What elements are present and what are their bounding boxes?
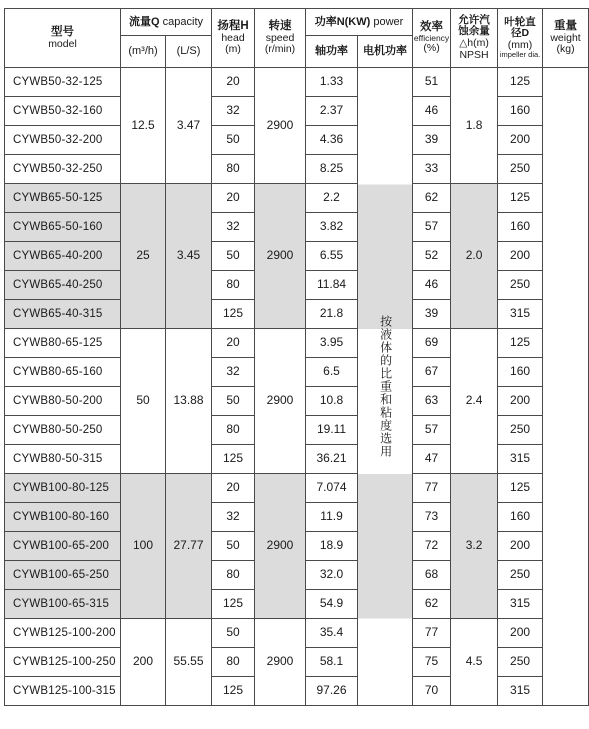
impeller-cell: 160 bbox=[498, 97, 543, 126]
weight-cell bbox=[543, 68, 589, 706]
model-cell: CYWB80-50-200 bbox=[5, 387, 121, 416]
table-row bbox=[5, 68, 589, 97]
speed-cell: 2900 bbox=[255, 329, 306, 474]
head-cell: 125 bbox=[212, 590, 255, 619]
speed-cell: 2900 bbox=[255, 619, 306, 706]
impeller-cell: 125 bbox=[498, 68, 543, 97]
header-head: 扬程H head (m) bbox=[212, 9, 255, 68]
efficiency-cell: 72 bbox=[413, 532, 451, 561]
efficiency-cell: 57 bbox=[413, 416, 451, 445]
npsh-cell: 2.0 bbox=[451, 184, 498, 329]
model-cell: CYWB50-32-125 bbox=[5, 68, 121, 97]
impeller-cell: 250 bbox=[498, 416, 543, 445]
table-row bbox=[5, 329, 589, 358]
shaft-power-cell: 58.1 bbox=[306, 648, 358, 677]
shaft-power-cell: 6.5 bbox=[306, 358, 358, 387]
model-cell: CYWB65-40-315 bbox=[5, 300, 121, 329]
model-cell: CYWB80-65-125 bbox=[5, 329, 121, 358]
model-cell: CYWB50-32-160 bbox=[5, 97, 121, 126]
motor-power-note: 按液体的比重和粘度选用 bbox=[378, 315, 393, 458]
flow-m3h-cell: 200 bbox=[121, 619, 166, 706]
impeller-cell: 125 bbox=[498, 184, 543, 213]
flow-ls-cell: 3.45 bbox=[166, 184, 212, 329]
efficiency-cell: 67 bbox=[413, 358, 451, 387]
shaft-power-cell: 11.9 bbox=[306, 503, 358, 532]
efficiency-cell: 47 bbox=[413, 445, 451, 474]
head-cell: 32 bbox=[212, 213, 255, 242]
efficiency-cell: 33 bbox=[413, 155, 451, 184]
impeller-cell: 200 bbox=[498, 126, 543, 155]
header-power: 功率N(KW) power bbox=[306, 9, 413, 36]
header-efficiency: 效率 efficiency (%) bbox=[413, 9, 451, 68]
spec-table-container bbox=[4, 8, 581, 706]
shaft-power-cell: 32.0 bbox=[306, 561, 358, 590]
shaft-power-cell: 35.4 bbox=[306, 619, 358, 648]
table-row bbox=[5, 474, 589, 503]
flow-ls-cell: 55.55 bbox=[166, 619, 212, 706]
model-cell: CYWB65-50-160 bbox=[5, 213, 121, 242]
flow-m3h-cell: 50 bbox=[121, 329, 166, 474]
efficiency-cell: 68 bbox=[413, 561, 451, 590]
impeller-cell: 160 bbox=[498, 358, 543, 387]
model-cell: CYWB100-65-315 bbox=[5, 590, 121, 619]
impeller-cell: 160 bbox=[498, 213, 543, 242]
head-cell: 32 bbox=[212, 97, 255, 126]
npsh-cell: 4.5 bbox=[451, 619, 498, 706]
impeller-cell: 200 bbox=[498, 387, 543, 416]
head-cell: 80 bbox=[212, 416, 255, 445]
efficiency-cell: 52 bbox=[413, 242, 451, 271]
efficiency-cell: 69 bbox=[413, 329, 451, 358]
model-cell: CYWB100-65-200 bbox=[5, 532, 121, 561]
shaft-power-cell: 10.8 bbox=[306, 387, 358, 416]
table-row bbox=[5, 619, 589, 648]
shaft-power-cell: 4.36 bbox=[306, 126, 358, 155]
efficiency-cell: 39 bbox=[413, 126, 451, 155]
shaft-power-cell: 6.55 bbox=[306, 242, 358, 271]
shaft-power-cell: 7.074 bbox=[306, 474, 358, 503]
speed-cell: 2900 bbox=[255, 68, 306, 184]
header-model: 型号 model bbox=[5, 9, 121, 68]
head-cell: 80 bbox=[212, 271, 255, 300]
model-cell: CYWB50-32-250 bbox=[5, 155, 121, 184]
head-cell: 50 bbox=[212, 242, 255, 271]
model-cell: CYWB50-32-200 bbox=[5, 126, 121, 155]
head-cell: 50 bbox=[212, 532, 255, 561]
impeller-cell: 250 bbox=[498, 561, 543, 590]
impeller-cell: 200 bbox=[498, 619, 543, 648]
npsh-cell: 3.2 bbox=[451, 474, 498, 619]
shaft-power-cell: 3.82 bbox=[306, 213, 358, 242]
flow-ls-cell: 3.47 bbox=[166, 68, 212, 184]
flow-m3h-cell: 25 bbox=[121, 184, 166, 329]
flow-m3h-cell: 100 bbox=[121, 474, 166, 619]
header-speed: 转速 speed (r/min) bbox=[255, 9, 306, 68]
table-header bbox=[5, 9, 589, 68]
impeller-cell: 250 bbox=[498, 648, 543, 677]
efficiency-cell: 77 bbox=[413, 474, 451, 503]
shaft-power-cell: 19.11 bbox=[306, 416, 358, 445]
model-cell: CYWB65-50-125 bbox=[5, 184, 121, 213]
shaft-power-cell: 54.9 bbox=[306, 590, 358, 619]
head-cell: 50 bbox=[212, 126, 255, 155]
speed-cell: 2900 bbox=[255, 474, 306, 619]
efficiency-cell: 46 bbox=[413, 271, 451, 300]
table-body bbox=[5, 68, 589, 706]
shaft-power-cell: 2.37 bbox=[306, 97, 358, 126]
npsh-cell: 1.8 bbox=[451, 68, 498, 184]
model-cell: CYWB125-100-200 bbox=[5, 619, 121, 648]
flow-m3h-cell: 12.5 bbox=[121, 68, 166, 184]
motor-power-cell bbox=[358, 68, 413, 706]
efficiency-cell: 57 bbox=[413, 213, 451, 242]
efficiency-cell: 39 bbox=[413, 300, 451, 329]
model-cell: CYWB80-50-250 bbox=[5, 416, 121, 445]
head-cell: 32 bbox=[212, 358, 255, 387]
head-cell: 50 bbox=[212, 619, 255, 648]
impeller-cell: 200 bbox=[498, 532, 543, 561]
header-capacity-m3h: (m³/h) bbox=[121, 36, 166, 68]
efficiency-cell: 70 bbox=[413, 677, 451, 706]
head-cell: 20 bbox=[212, 68, 255, 97]
model-cell: CYWB80-65-160 bbox=[5, 358, 121, 387]
efficiency-cell: 62 bbox=[413, 184, 451, 213]
shaft-power-cell: 11.84 bbox=[306, 271, 358, 300]
model-cell: CYWB100-80-125 bbox=[5, 474, 121, 503]
flow-ls-cell: 27.77 bbox=[166, 474, 212, 619]
pump-spec-table bbox=[4, 8, 589, 706]
impeller-cell: 250 bbox=[498, 271, 543, 300]
shaft-power-cell: 1.33 bbox=[306, 68, 358, 97]
header-weight: 重量 weight (kg) bbox=[543, 9, 589, 68]
impeller-cell: 250 bbox=[498, 155, 543, 184]
header-impeller: 叶轮直 径D (mm) impeller dia. bbox=[498, 9, 543, 68]
shaft-power-cell: 8.25 bbox=[306, 155, 358, 184]
efficiency-cell: 75 bbox=[413, 648, 451, 677]
model-cell: CYWB80-50-315 bbox=[5, 445, 121, 474]
model-cell: CYWB65-40-250 bbox=[5, 271, 121, 300]
header-motor-power: 电机功率 bbox=[358, 36, 413, 68]
header-capacity-ls: (L/S) bbox=[166, 36, 212, 68]
impeller-cell: 315 bbox=[498, 677, 543, 706]
head-cell: 80 bbox=[212, 155, 255, 184]
efficiency-cell: 63 bbox=[413, 387, 451, 416]
model-cell: CYWB100-65-250 bbox=[5, 561, 121, 590]
head-cell: 80 bbox=[212, 561, 255, 590]
flow-ls-cell: 13.88 bbox=[166, 329, 212, 474]
impeller-cell: 315 bbox=[498, 445, 543, 474]
impeller-cell: 315 bbox=[498, 300, 543, 329]
impeller-cell: 315 bbox=[498, 590, 543, 619]
efficiency-cell: 46 bbox=[413, 97, 451, 126]
shaft-power-cell: 36.21 bbox=[306, 445, 358, 474]
header-capacity: 流量Q capacity bbox=[121, 9, 212, 36]
model-cell: CYWB100-80-160 bbox=[5, 503, 121, 532]
efficiency-cell: 51 bbox=[413, 68, 451, 97]
efficiency-cell: 77 bbox=[413, 619, 451, 648]
head-cell: 20 bbox=[212, 329, 255, 358]
head-cell: 50 bbox=[212, 387, 255, 416]
model-cell: CYWB125-100-315 bbox=[5, 677, 121, 706]
efficiency-cell: 62 bbox=[413, 590, 451, 619]
efficiency-cell: 73 bbox=[413, 503, 451, 532]
head-cell: 20 bbox=[212, 184, 255, 213]
head-cell: 80 bbox=[212, 648, 255, 677]
shaft-power-cell: 21.8 bbox=[306, 300, 358, 329]
impeller-cell: 125 bbox=[498, 474, 543, 503]
shaft-power-cell: 97.26 bbox=[306, 677, 358, 706]
head-cell: 125 bbox=[212, 445, 255, 474]
shaft-power-cell: 3.95 bbox=[306, 329, 358, 358]
head-cell: 125 bbox=[212, 300, 255, 329]
model-cell: CYWB125-100-250 bbox=[5, 648, 121, 677]
impeller-cell: 160 bbox=[498, 503, 543, 532]
impeller-cell: 125 bbox=[498, 329, 543, 358]
head-cell: 20 bbox=[212, 474, 255, 503]
header-shaft-power: 轴功率 bbox=[306, 36, 358, 68]
header-npsh: 允许汽 蚀余量 △h(m) NPSH bbox=[451, 9, 498, 68]
model-cell: CYWB65-40-200 bbox=[5, 242, 121, 271]
head-cell: 125 bbox=[212, 677, 255, 706]
shaft-power-cell: 2.2 bbox=[306, 184, 358, 213]
head-cell: 32 bbox=[212, 503, 255, 532]
shaft-power-cell: 18.9 bbox=[306, 532, 358, 561]
speed-cell: 2900 bbox=[255, 184, 306, 329]
table-row bbox=[5, 184, 589, 213]
impeller-cell: 200 bbox=[498, 242, 543, 271]
npsh-cell: 2.4 bbox=[451, 329, 498, 474]
